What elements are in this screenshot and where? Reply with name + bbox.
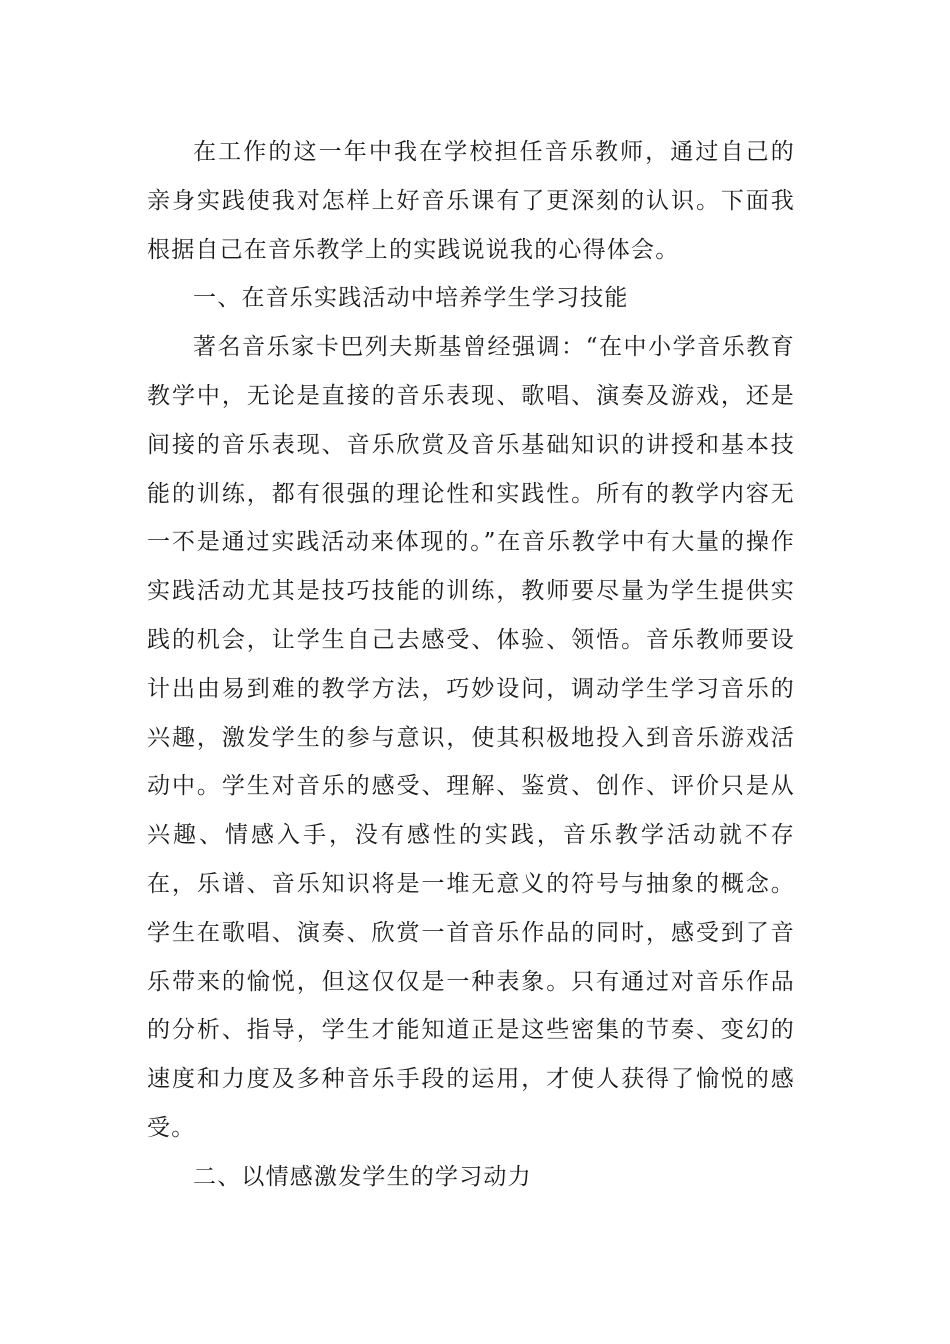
section-heading-2: 二、以情感激发学生的学习动力 [193,1163,532,1190]
section-heading-1: 一、在音乐实践活动中培养学生学习技能 [193,285,629,312]
section-1-paragraph: 著名音乐家卡巴列夫斯基曾经强调：“在中小学音乐教育教学中，无论是直接的音乐表现、歌唱、演奏及游戏，还是间接的音乐表现、音乐欣赏及音乐基础知识的讲授和基本技能的训练，都有很强的理论性和实践性。所有的教学内容无一不是通过实践活动来体现的。”在音乐教学中有大量的操作实践活动尤其是技巧技能的训练，教师要尽量为学生提供实践的机会，让学生自己去感受、体验、领悟。音乐教师要设计出由易到难的教学方法，巧妙设问，调动学生学习音乐的兴趣，激发学生的参与意识，使其积极地投入到音乐游戏活动中。学生对音乐的感受、理解、鉴赏、创作、评价只是从兴趣、情感入手，没有感性的实践，音乐教学活动就不存在，乐谱、音乐知识将是一堆无意义的符号与抽象的概念。学生在歌唱、演奏、欣赏一首音乐作品的同时，感受到了音乐带来的愉悦，但这仅仅是一种表象。只有通过对音乐作品的分析、指导，学生才能知道正是这些密集的节奏、变幻的速度和力度及多种音乐手段的运用，才使人获得了愉悦的感受。 [147,334,795,1141]
document-body [147,128,795,1202]
intro-paragraph: 在工作的这一年中我在学校担任音乐教师，通过自己的亲身实践使我对怎样上好音乐课有了更深刻的认识。下面我根据自己在音乐教学上的实践说说我的心得体会。 [147,139,795,263]
